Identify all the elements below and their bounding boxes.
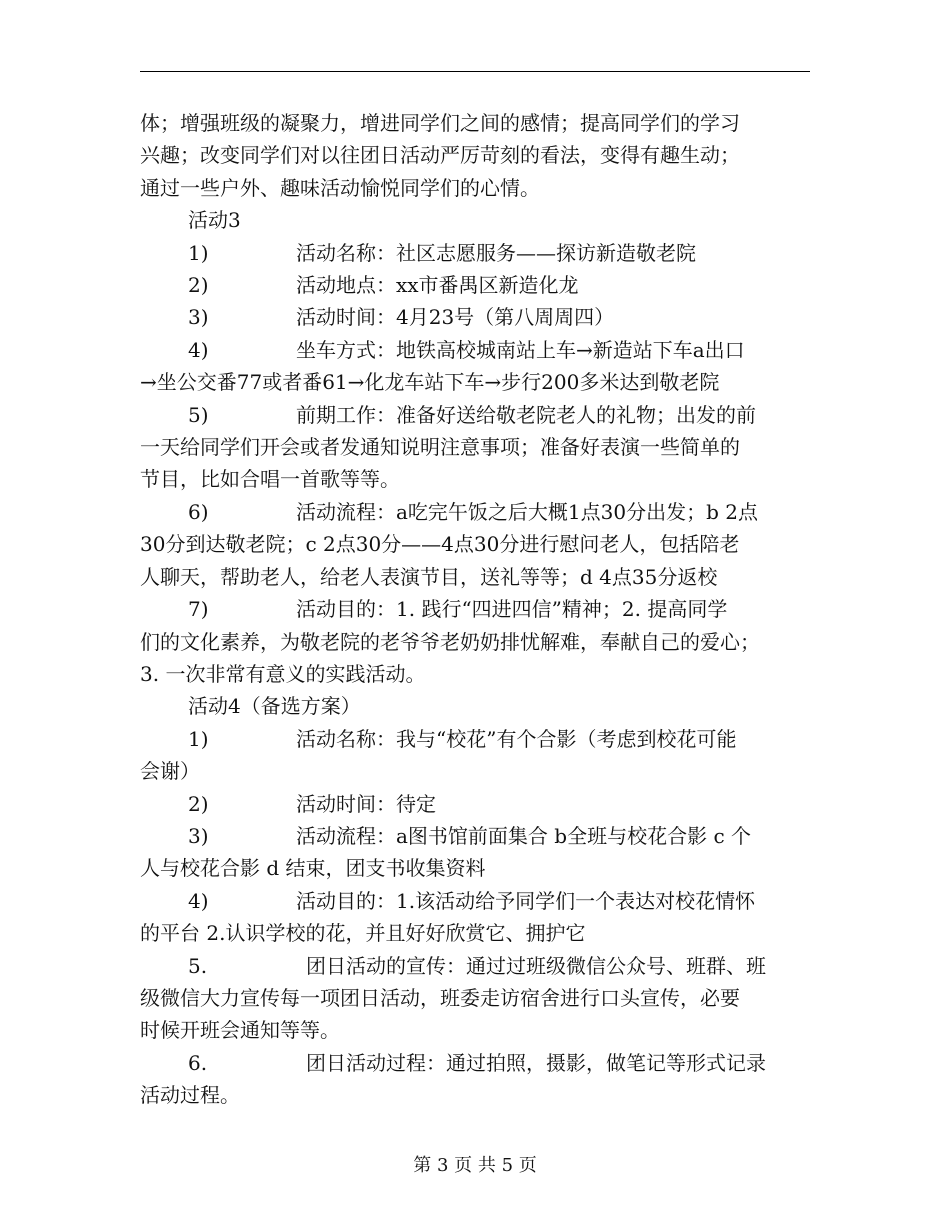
item-number: 1) [188, 240, 209, 265]
item-text: 活动时间：4月23号（第八周周四） [296, 305, 615, 330]
page-footer: 第 3 页 共 5 页 [413, 1155, 537, 1176]
item-number: 3) [188, 823, 209, 848]
list-item [140, 885, 810, 917]
text-line: 兴趣；改变同学们对以往团日活动严厉苛刻的看法，变得有趣生动； [140, 143, 740, 168]
text-line: 时候开班会通知等等。 [140, 1018, 340, 1043]
list-item [140, 237, 810, 269]
text-line: 人与校花合影 d 结束，团支书收集资料 [140, 856, 486, 881]
item-number: 5) [188, 402, 209, 427]
text-line: 活动过程。 [140, 1083, 240, 1108]
item-text: 活动名称：我与“校花”有个合影（考虑到校花可能 [296, 726, 737, 751]
item-text: 活动流程：a吃完午饭之后大概1点30分出发；b 2点 [296, 499, 758, 524]
text-line: 一天给同学们开会或者发通知说明注意事项；准备好表演一些简单的 [140, 435, 740, 460]
item-text: 团日活动过程：通过拍照，摄影，做笔记等形式记录 [306, 1050, 766, 1075]
text-line: 3. 一次非常有意义的实践活动。 [140, 661, 426, 686]
item-number: 4) [188, 888, 209, 913]
list-item [140, 1047, 810, 1079]
item-number: 4) [188, 337, 209, 362]
item-text: 团日活动的宣传：通过过班级微信公众号、班群、班 [306, 953, 766, 978]
item-number: 3) [188, 305, 209, 330]
list-item [140, 496, 810, 528]
text-line: 30分到达敬老院；c 2点30分——4点30分进行慰问老人，包括陪老 [140, 532, 740, 557]
item-text: 活动地点：xx市番禺区新造化龙 [296, 273, 579, 298]
text-line: 通过一些户外、趣味活动愉悦同学们的心情。 [140, 175, 540, 200]
item-number: 6. [188, 1050, 208, 1075]
list-item [140, 788, 810, 820]
item-text: 前期工作：准备好送给敬老院老人的礼物；出发的前 [296, 402, 756, 427]
list-item [140, 820, 810, 852]
section-heading: 活动4（备选方案） [188, 694, 361, 719]
item-number: 5. [188, 953, 208, 978]
text-line: →坐公交番77或者番61→化龙车站下车→步行200多米达到敬老院 [140, 370, 720, 395]
item-text: 活动名称：社区志愿服务——探访新造敬老院 [296, 240, 696, 265]
item-number: 6) [188, 499, 209, 524]
item-number: 7) [188, 597, 209, 622]
text-line: 级微信大力宣传每一项团日活动，班委走访宿舍进行口头宣传，必要 [140, 985, 740, 1010]
section-heading: 活动3 [188, 208, 241, 233]
text-line: 的平台 2.认识学校的花，并且好好欣赏它、拥护它 [140, 921, 586, 946]
text-line: 们的文化素养，为敬老院的老爷爷老奶奶排忧解难，奉献自己的爱心； [140, 629, 760, 654]
list-item [140, 399, 810, 431]
list-item [140, 723, 810, 755]
text-line: 体；增强班级的凝聚力，增进同学们之间的感情；提高同学们的学习 [140, 111, 740, 135]
text-line: 会谢） [140, 759, 200, 784]
item-text: 活动目的：1.该活动给予同学们一个表达对校花情怀 [296, 888, 756, 913]
list-item [140, 593, 810, 625]
item-number: 1) [188, 726, 209, 751]
item-text: 活动目的：1. 践行“四进四信”精神；2. 提高同学 [296, 597, 728, 622]
list-item [140, 269, 810, 301]
item-text: 活动时间：待定 [296, 791, 436, 816]
item-text: 活动流程：a图书馆前面集合 b全班与校花合影 c 个 [296, 823, 751, 848]
list-item [140, 334, 810, 366]
text-line: 人聊天，帮助老人，给老人表演节目，送礼等等；d 4点35分返校 [140, 564, 718, 589]
item-text: 坐车方式：地铁高校城南站上车→新造站下车a出口 [296, 337, 745, 362]
item-number: 2) [188, 791, 209, 816]
document-body [140, 107, 810, 1112]
header-rule [140, 71, 810, 72]
list-item [140, 301, 810, 333]
list-item [140, 950, 810, 982]
item-number: 2) [188, 273, 209, 298]
text-line: 节目，比如合唱一首歌等等。 [140, 467, 400, 492]
